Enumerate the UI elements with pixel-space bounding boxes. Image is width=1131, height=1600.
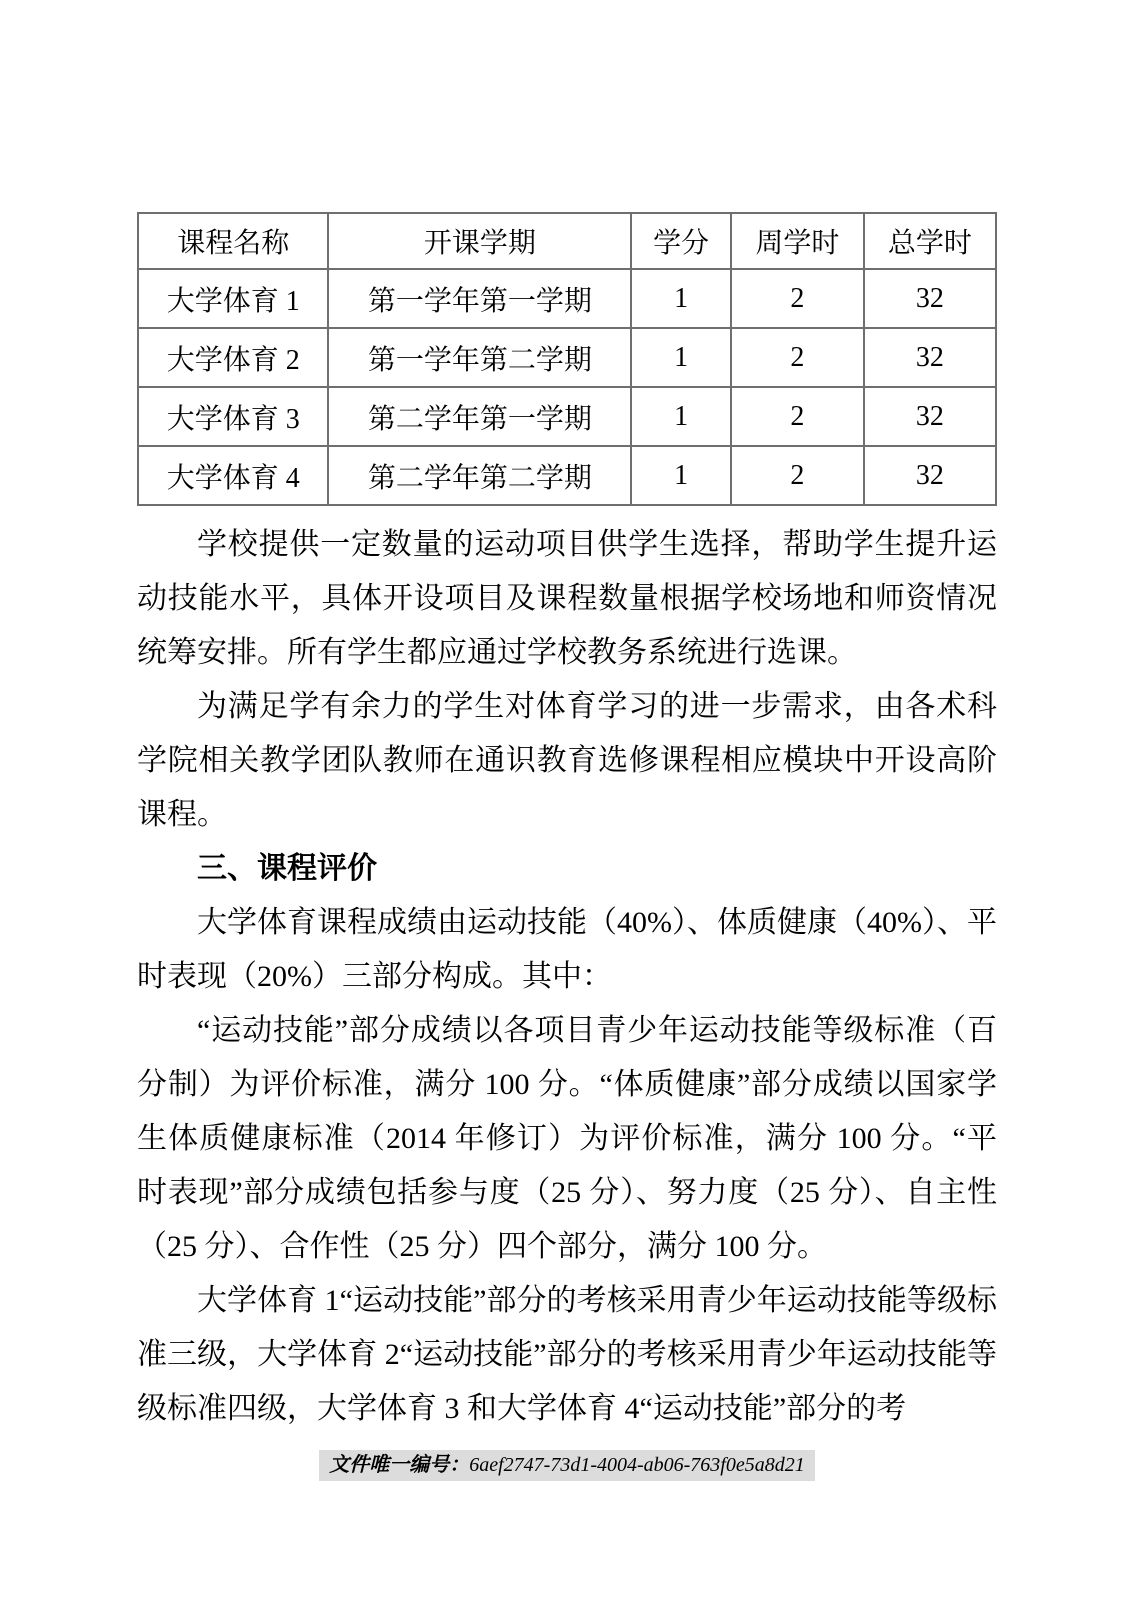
cell-semester: 第二学年第一学期 (328, 387, 631, 446)
paragraph-course-selection: 学校提供一定数量的运动项目供学生选择，帮助学生提升运动技能水平，具体开设项目及课程数量根据学校场地和师资情况统筹安排。所有学生都应通过学校教务系统进行选课。 (137, 528, 997, 669)
document-id-strip (319, 1450, 815, 1481)
paragraph-skill-assessment-levels: 大学体育 1“运动技能”部分的考核采用青少年运动技能等级标准三级，大学体育 2“运动技能”部分的考核采用青少年运动技能等级标准四级，大学体育 3 和大学体育 4“运动技能”部分的考 (137, 1284, 997, 1425)
cell-course-name: 大学体育 4 (138, 446, 328, 505)
document-footer (137, 1450, 997, 1481)
cell-course-name: 大学体育 2 (138, 328, 328, 387)
paragraph-grade-composition: 大学体育课程成绩由运动技能（40%）、体质健康（40%）、平时表现（20%）三部分构成。其中： (137, 906, 997, 993)
body-text-block (137, 518, 997, 1436)
cell-credits: 1 (631, 328, 731, 387)
paragraph-advanced-courses: 为满足学有余力的学生对体育学习的进一步需求，由各术科学院相关教学团队教师在通识教育选修课程相应模块中开设高阶课程。 (137, 690, 997, 831)
section-heading-course-evaluation: 三、课程评价 (197, 852, 377, 885)
cell-credits: 1 (631, 387, 731, 446)
cell-total-hours: 32 (864, 446, 996, 505)
cell-semester: 第一学年第二学期 (328, 328, 631, 387)
table-header-total-hours: 总学时 (864, 213, 996, 269)
course-schedule-table (137, 212, 997, 506)
paragraph-grading-standards: “运动技能”部分成绩以各项目青少年运动技能等级标准（百分制）为评价标准，满分 100 分。“体质健康”部分成绩以国家学生体质健康标准（2014 年修订）为评价标准，满分 100 分。“平时表现”部分成绩包括参与度（25 分）、努力度（25 分）、自主性（25 分）、合作性（25 分）四个部分，满分 100 分。 (137, 1014, 997, 1263)
table-header-row (138, 213, 996, 269)
cell-total-hours: 32 (864, 328, 996, 387)
table-header-credits: 学分 (631, 213, 731, 269)
cell-weekly-hours: 2 (731, 446, 864, 505)
page-content (137, 212, 997, 1481)
cell-course-name: 大学体育 1 (138, 269, 328, 328)
cell-credits: 1 (631, 446, 731, 505)
table-header-semester: 开课学期 (328, 213, 631, 269)
cell-weekly-hours: 2 (731, 269, 864, 328)
cell-weekly-hours: 2 (731, 387, 864, 446)
table-row (138, 446, 996, 505)
cell-semester: 第一学年第一学期 (328, 269, 631, 328)
table-row (138, 387, 996, 446)
table-row (138, 328, 996, 387)
table-row (138, 269, 996, 328)
table-header-course-name: 课程名称 (138, 213, 328, 269)
cell-credits: 1 (631, 269, 731, 328)
cell-weekly-hours: 2 (731, 328, 864, 387)
document-id-label: 文件唯一编号： (329, 1454, 470, 1476)
cell-semester: 第二学年第二学期 (328, 446, 631, 505)
cell-total-hours: 32 (864, 387, 996, 446)
cell-total-hours: 32 (864, 269, 996, 328)
table-header-weekly-hours: 周学时 (731, 213, 864, 269)
cell-course-name: 大学体育 3 (138, 387, 328, 446)
document-id-code: 6aef2747-73d1-4004-ab06-763f0e5a8d21 (469, 1454, 805, 1476)
